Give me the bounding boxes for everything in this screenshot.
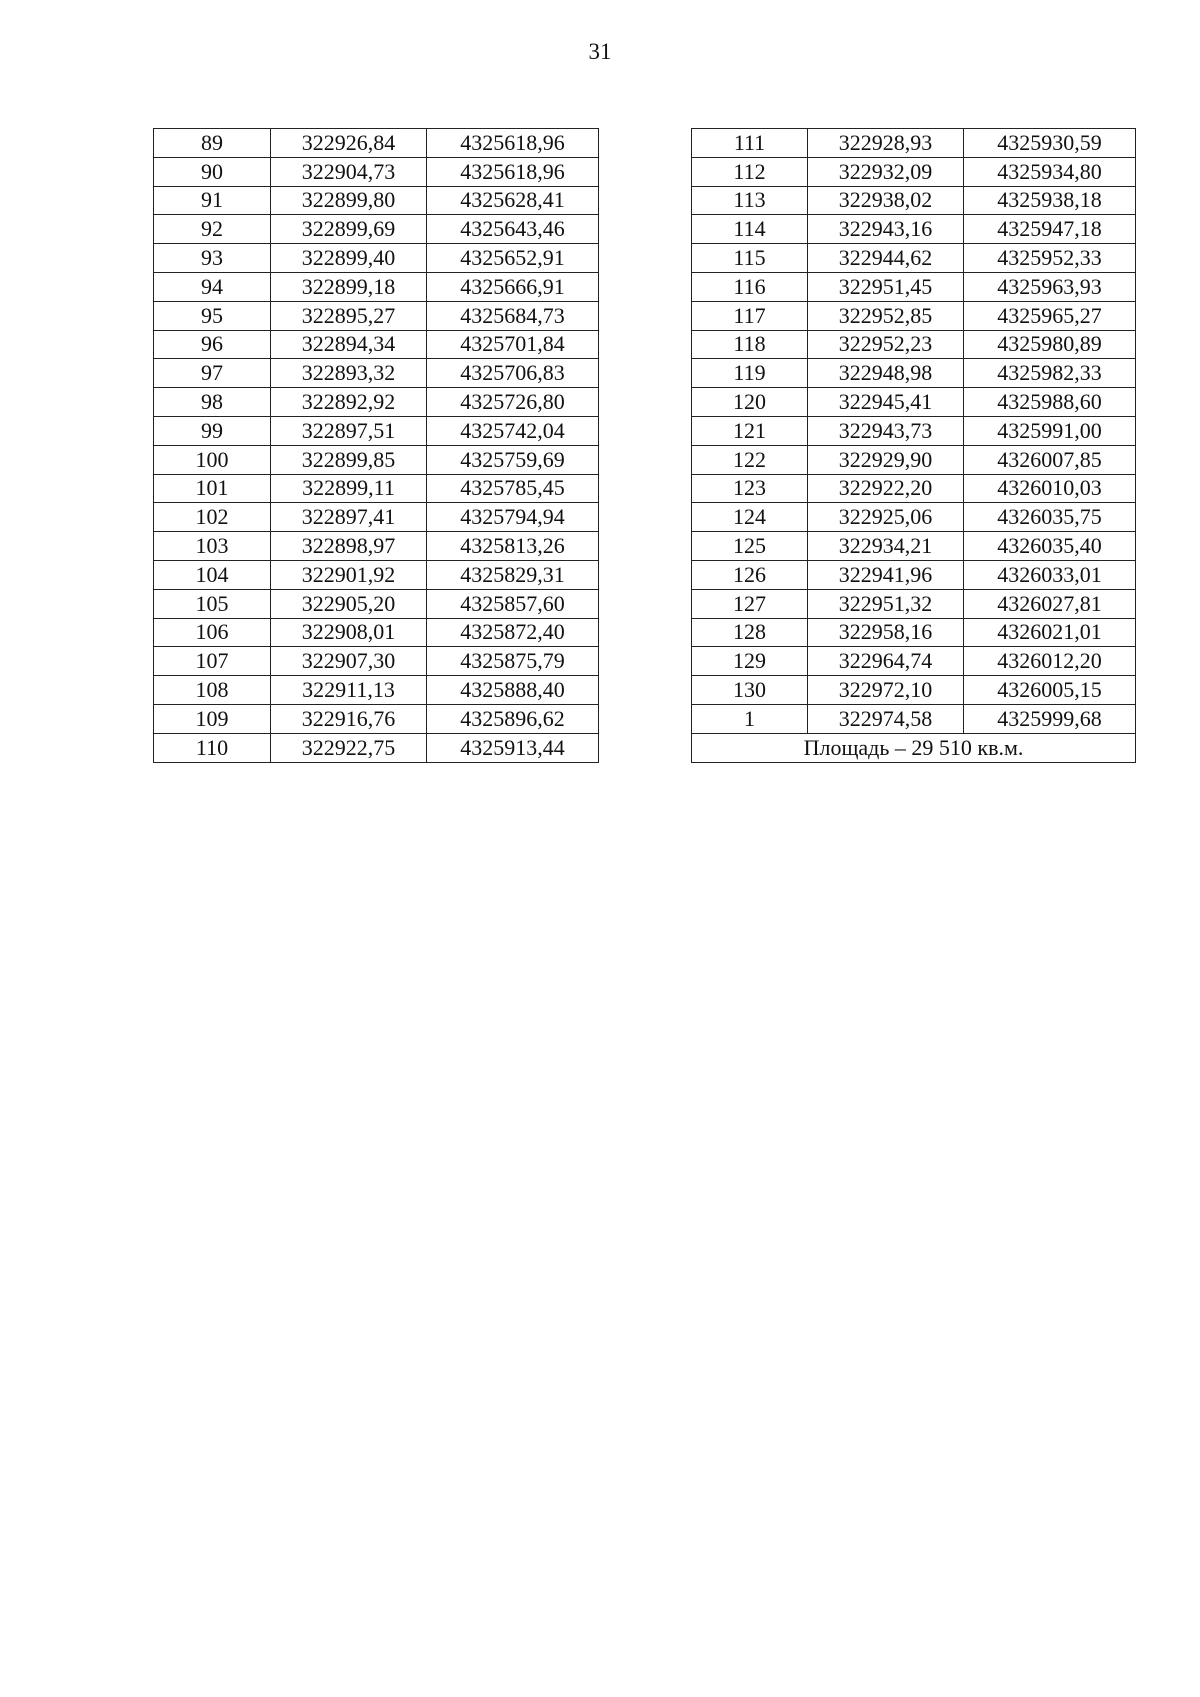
table-row [692, 445, 1136, 474]
table-row [154, 647, 599, 676]
table-row [154, 589, 599, 618]
table-row [154, 416, 599, 445]
point-number-cell: 90 [154, 157, 271, 186]
area-total-cell: Площадь – 29 510 кв.м. [692, 733, 1136, 762]
x-coordinate-cell: 322945,41 [808, 388, 964, 417]
point-number-cell: 127 [692, 589, 808, 618]
table-row [692, 560, 1136, 589]
y-coordinate-cell: 4325913,44 [427, 733, 599, 762]
point-number-cell: 125 [692, 532, 808, 561]
table-row [154, 560, 599, 589]
x-coordinate-cell: 322948,98 [808, 359, 964, 388]
x-coordinate-cell: 322943,73 [808, 416, 964, 445]
point-number-cell: 108 [154, 676, 271, 705]
point-number-cell: 98 [154, 388, 271, 417]
x-coordinate-cell: 322908,01 [271, 618, 427, 647]
x-coordinate-cell: 322925,06 [808, 503, 964, 532]
point-number-cell: 112 [692, 157, 808, 186]
point-number-cell: 122 [692, 445, 808, 474]
point-number-cell: 114 [692, 215, 808, 244]
table-row [692, 589, 1136, 618]
table-row [154, 676, 599, 705]
x-coordinate-cell: 322904,73 [271, 157, 427, 186]
y-coordinate-cell: 4325888,40 [427, 676, 599, 705]
x-coordinate-cell: 322911,13 [271, 676, 427, 705]
y-coordinate-cell: 4325618,96 [427, 157, 599, 186]
point-number-cell: 107 [154, 647, 271, 676]
x-coordinate-cell: 322932,09 [808, 157, 964, 186]
table-row [154, 129, 599, 158]
y-coordinate-cell: 4325706,83 [427, 359, 599, 388]
table-row [692, 474, 1136, 503]
point-number-cell: 121 [692, 416, 808, 445]
x-coordinate-cell: 322958,16 [808, 618, 964, 647]
point-number-cell: 113 [692, 186, 808, 215]
y-coordinate-cell: 4326010,03 [964, 474, 1136, 503]
x-coordinate-cell: 322951,45 [808, 272, 964, 301]
point-number-cell: 96 [154, 330, 271, 359]
point-number-cell: 93 [154, 244, 271, 273]
x-coordinate-cell: 322899,18 [271, 272, 427, 301]
y-coordinate-cell: 4325965,27 [964, 301, 1136, 330]
y-coordinate-cell: 4326033,01 [964, 560, 1136, 589]
table-row [692, 186, 1136, 215]
x-coordinate-cell: 322944,62 [808, 244, 964, 273]
table-row [154, 445, 599, 474]
table-row [154, 474, 599, 503]
point-number-cell: 130 [692, 676, 808, 705]
y-coordinate-cell: 4325794,94 [427, 503, 599, 532]
x-coordinate-cell: 322905,20 [271, 589, 427, 618]
point-number-cell: 89 [154, 129, 271, 158]
table-row [154, 272, 599, 301]
point-number-cell: 103 [154, 532, 271, 561]
x-coordinate-cell: 322974,58 [808, 704, 964, 733]
x-coordinate-cell: 322922,20 [808, 474, 964, 503]
point-number-cell: 100 [154, 445, 271, 474]
x-coordinate-cell: 322938,02 [808, 186, 964, 215]
point-number-cell: 119 [692, 359, 808, 388]
y-coordinate-cell: 4325829,31 [427, 560, 599, 589]
point-number-cell: 94 [154, 272, 271, 301]
y-coordinate-cell: 4325988,60 [964, 388, 1136, 417]
y-coordinate-cell: 4325701,84 [427, 330, 599, 359]
point-number-cell: 105 [154, 589, 271, 618]
x-coordinate-cell: 322893,32 [271, 359, 427, 388]
point-number-cell: 104 [154, 560, 271, 589]
x-coordinate-cell: 322897,41 [271, 503, 427, 532]
x-coordinate-cell: 322899,85 [271, 445, 427, 474]
x-coordinate-cell: 322892,92 [271, 388, 427, 417]
table-row [154, 359, 599, 388]
y-coordinate-cell: 4326007,85 [964, 445, 1136, 474]
point-number-cell: 120 [692, 388, 808, 417]
table-row [692, 503, 1136, 532]
coordinates-table-right-body [692, 129, 1136, 763]
y-coordinate-cell: 4325759,69 [427, 445, 599, 474]
point-number-cell: 99 [154, 416, 271, 445]
table-row [692, 330, 1136, 359]
y-coordinate-cell: 4326012,20 [964, 647, 1136, 676]
y-coordinate-cell: 4325952,33 [964, 244, 1136, 273]
point-number-cell: 97 [154, 359, 271, 388]
y-coordinate-cell: 4325628,41 [427, 186, 599, 215]
x-coordinate-cell: 322941,96 [808, 560, 964, 589]
y-coordinate-cell: 4325991,00 [964, 416, 1136, 445]
point-number-cell: 129 [692, 647, 808, 676]
point-number-cell: 115 [692, 244, 808, 273]
x-coordinate-cell: 322943,16 [808, 215, 964, 244]
x-coordinate-cell: 322951,32 [808, 589, 964, 618]
table-row [692, 416, 1136, 445]
table-row [154, 618, 599, 647]
y-coordinate-cell: 4325785,45 [427, 474, 599, 503]
y-coordinate-cell: 4326035,75 [964, 503, 1136, 532]
x-coordinate-cell: 322899,40 [271, 244, 427, 273]
y-coordinate-cell: 4325930,59 [964, 129, 1136, 158]
table-row [154, 733, 599, 762]
x-coordinate-cell: 322916,76 [271, 704, 427, 733]
table-row [692, 215, 1136, 244]
point-number-cell: 102 [154, 503, 271, 532]
x-coordinate-cell: 322895,27 [271, 301, 427, 330]
x-coordinate-cell: 322926,84 [271, 129, 427, 158]
point-number-cell: 123 [692, 474, 808, 503]
point-number-cell: 128 [692, 618, 808, 647]
table-row [154, 301, 599, 330]
y-coordinate-cell: 4325980,89 [964, 330, 1136, 359]
table-row [692, 301, 1136, 330]
y-coordinate-cell: 4325652,91 [427, 244, 599, 273]
x-coordinate-cell: 322928,93 [808, 129, 964, 158]
y-coordinate-cell: 4325982,33 [964, 359, 1136, 388]
table-row [692, 618, 1136, 647]
point-number-cell: 91 [154, 186, 271, 215]
y-coordinate-cell: 4325618,96 [427, 129, 599, 158]
y-coordinate-cell: 4326021,01 [964, 618, 1136, 647]
table-row [692, 388, 1136, 417]
coordinates-table-left-body [154, 129, 599, 763]
y-coordinate-cell: 4325896,62 [427, 704, 599, 733]
y-coordinate-cell: 4326005,15 [964, 676, 1136, 705]
table-row [154, 244, 599, 273]
table-row [154, 704, 599, 733]
table-row [154, 330, 599, 359]
y-coordinate-cell: 4325934,80 [964, 157, 1136, 186]
x-coordinate-cell: 322964,74 [808, 647, 964, 676]
x-coordinate-cell: 322898,97 [271, 532, 427, 561]
point-number-cell: 92 [154, 215, 271, 244]
table-row [692, 704, 1136, 733]
x-coordinate-cell: 322952,85 [808, 301, 964, 330]
y-coordinate-cell: 4325999,68 [964, 704, 1136, 733]
y-coordinate-cell: 4325813,26 [427, 532, 599, 561]
table-row [154, 532, 599, 561]
table-row [692, 359, 1136, 388]
point-number-cell: 126 [692, 560, 808, 589]
point-number-cell: 101 [154, 474, 271, 503]
y-coordinate-cell: 4325684,73 [427, 301, 599, 330]
x-coordinate-cell: 322952,23 [808, 330, 964, 359]
y-coordinate-cell: 4325947,18 [964, 215, 1136, 244]
page-number: 31 [588, 39, 612, 64]
table-row [692, 676, 1136, 705]
x-coordinate-cell: 322907,30 [271, 647, 427, 676]
table-row [692, 129, 1136, 158]
table-row [692, 244, 1136, 273]
y-coordinate-cell: 4325857,60 [427, 589, 599, 618]
point-number-cell: 118 [692, 330, 808, 359]
table-row [154, 186, 599, 215]
y-coordinate-cell: 4325963,93 [964, 272, 1136, 301]
x-coordinate-cell: 322894,34 [271, 330, 427, 359]
x-coordinate-cell: 322899,11 [271, 474, 427, 503]
table-row [154, 215, 599, 244]
table-row [154, 388, 599, 417]
table-row [692, 272, 1136, 301]
x-coordinate-cell: 322899,69 [271, 215, 427, 244]
table-row [692, 647, 1136, 676]
point-number-cell: 117 [692, 301, 808, 330]
x-coordinate-cell: 322899,80 [271, 186, 427, 215]
point-number-cell: 124 [692, 503, 808, 532]
coordinates-table-right [691, 128, 1136, 763]
y-coordinate-cell: 4325666,91 [427, 272, 599, 301]
x-coordinate-cell: 322901,92 [271, 560, 427, 589]
table-row [692, 157, 1136, 186]
y-coordinate-cell: 4325726,80 [427, 388, 599, 417]
point-number-cell: 1 [692, 704, 808, 733]
area-row [692, 733, 1136, 762]
y-coordinate-cell: 4325643,46 [427, 215, 599, 244]
point-number-cell: 106 [154, 618, 271, 647]
x-coordinate-cell: 322934,21 [808, 532, 964, 561]
coordinates-table-left [153, 128, 599, 763]
table-row [154, 503, 599, 532]
y-coordinate-cell: 4325875,79 [427, 647, 599, 676]
point-number-cell: 95 [154, 301, 271, 330]
point-number-cell: 116 [692, 272, 808, 301]
y-coordinate-cell: 4325938,18 [964, 186, 1136, 215]
x-coordinate-cell: 322929,90 [808, 445, 964, 474]
y-coordinate-cell: 4326027,81 [964, 589, 1136, 618]
y-coordinate-cell: 4325872,40 [427, 618, 599, 647]
y-coordinate-cell: 4325742,04 [427, 416, 599, 445]
table-row [154, 157, 599, 186]
point-number-cell: 111 [692, 129, 808, 158]
x-coordinate-cell: 322897,51 [271, 416, 427, 445]
x-coordinate-cell: 322972,10 [808, 676, 964, 705]
point-number-cell: 109 [154, 704, 271, 733]
y-coordinate-cell: 4326035,40 [964, 532, 1136, 561]
point-number-cell: 110 [154, 733, 271, 762]
x-coordinate-cell: 322922,75 [271, 733, 427, 762]
table-row [692, 532, 1136, 561]
